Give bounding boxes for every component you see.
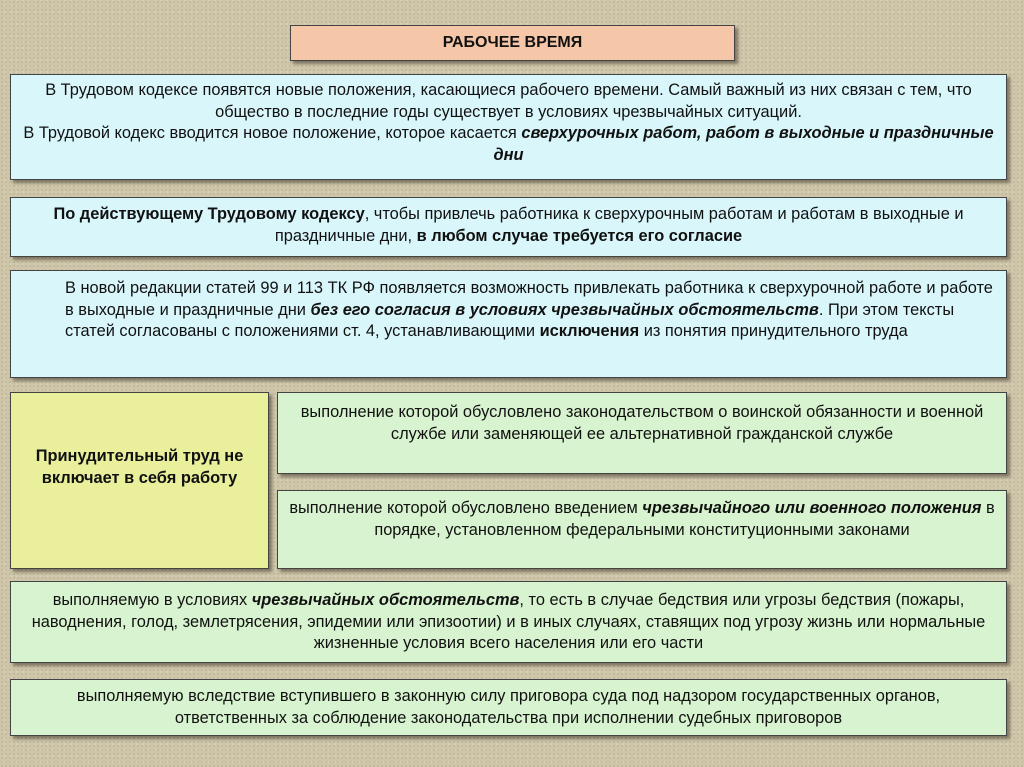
exception-emergency-state-emphasis: чрезвычайного или военного положения <box>642 499 982 517</box>
current-law-bold: По действующему Трудовому кодексу <box>53 205 365 223</box>
current-law-box <box>10 197 1007 257</box>
new-edition-emphasis: без его согласия в условиях чрезвычайных обстоятельств <box>310 300 819 319</box>
exception-emergency-state-text: выполнение которой обусловлено введением <box>289 499 643 517</box>
exception-military-text: выполнение которой обусловлено законодательством о воинской обязанности и военной службе или заменяющей ее альтернативной гражданской службе <box>300 403 984 443</box>
exception-emergency-circumstances-box <box>10 581 1007 663</box>
new-edition-text-2: . При этом тексты статей согласованы с положениями ст. 4, устанавливающими <box>65 300 955 340</box>
exception-emergency-circumstances-emphasis: чрезвычайных обстоятельств <box>251 591 520 609</box>
page-title: РАБОЧЕЕ ВРЕМЯ <box>290 25 735 61</box>
intro-text-2: В Трудовой кодекс вводится новое положение, которое касается <box>23 124 522 142</box>
new-edition-text-3: из понятия принудительного труда <box>639 322 908 340</box>
exception-emergency-state-text-2: в порядке, установленном федеральными конституционными законами <box>374 499 995 539</box>
exception-court-sentence-text: выполняемую вследствие вступившего в законную силу приговора суда под надзором государственных органов, ответственных за соблюдение законодательства при исполнении судебных приговоров <box>76 687 941 727</box>
intro-text: В Трудовом кодексе появятся новые положения, касающиеся рабочего времени. Самый важный из них связан с тем, что общество в последние годы существует в условиях чрезвычайных ситуаций. <box>45 81 972 121</box>
forced-labor-box <box>10 392 269 569</box>
current-law-text: , чтобы привлечь работника к сверхурочным работам и работам в выходные и праздничные дни, <box>274 205 964 245</box>
exception-emergency-state-box <box>277 490 1007 569</box>
intro-emphasis: сверхурочных работ, работ в выходные и праздничные дни <box>493 124 994 164</box>
exception-court-sentence-box <box>10 679 1007 736</box>
exception-military-box <box>277 392 1007 474</box>
current-law-consent: в любом случае требуется его согласие <box>416 226 743 245</box>
new-edition-text: В новой редакции статей 99 и 113 ТК РФ появляется возможность привлекать работника к сверхурочной работе и работе в выходные и праздничные дни <box>65 279 993 319</box>
intro-box <box>10 74 1007 180</box>
new-edition-box <box>10 270 1007 378</box>
new-edition-exceptions: исключения <box>539 322 640 340</box>
exception-emergency-circumstances-text-2: , то есть в случае бедствия или угрозы бедствия (пожары, наводнения, голод, землетрясения, эпидемии или эпизоотии) и в иных случаях, ставящих под угрозу жизнь или нормальные жизненные условия всего населения или его части <box>31 591 986 652</box>
forced-labor-heading: Принудительный труд не включает в себя работу <box>35 447 244 487</box>
exception-emergency-circumstances-text: выполняемую в условиях <box>52 591 252 609</box>
